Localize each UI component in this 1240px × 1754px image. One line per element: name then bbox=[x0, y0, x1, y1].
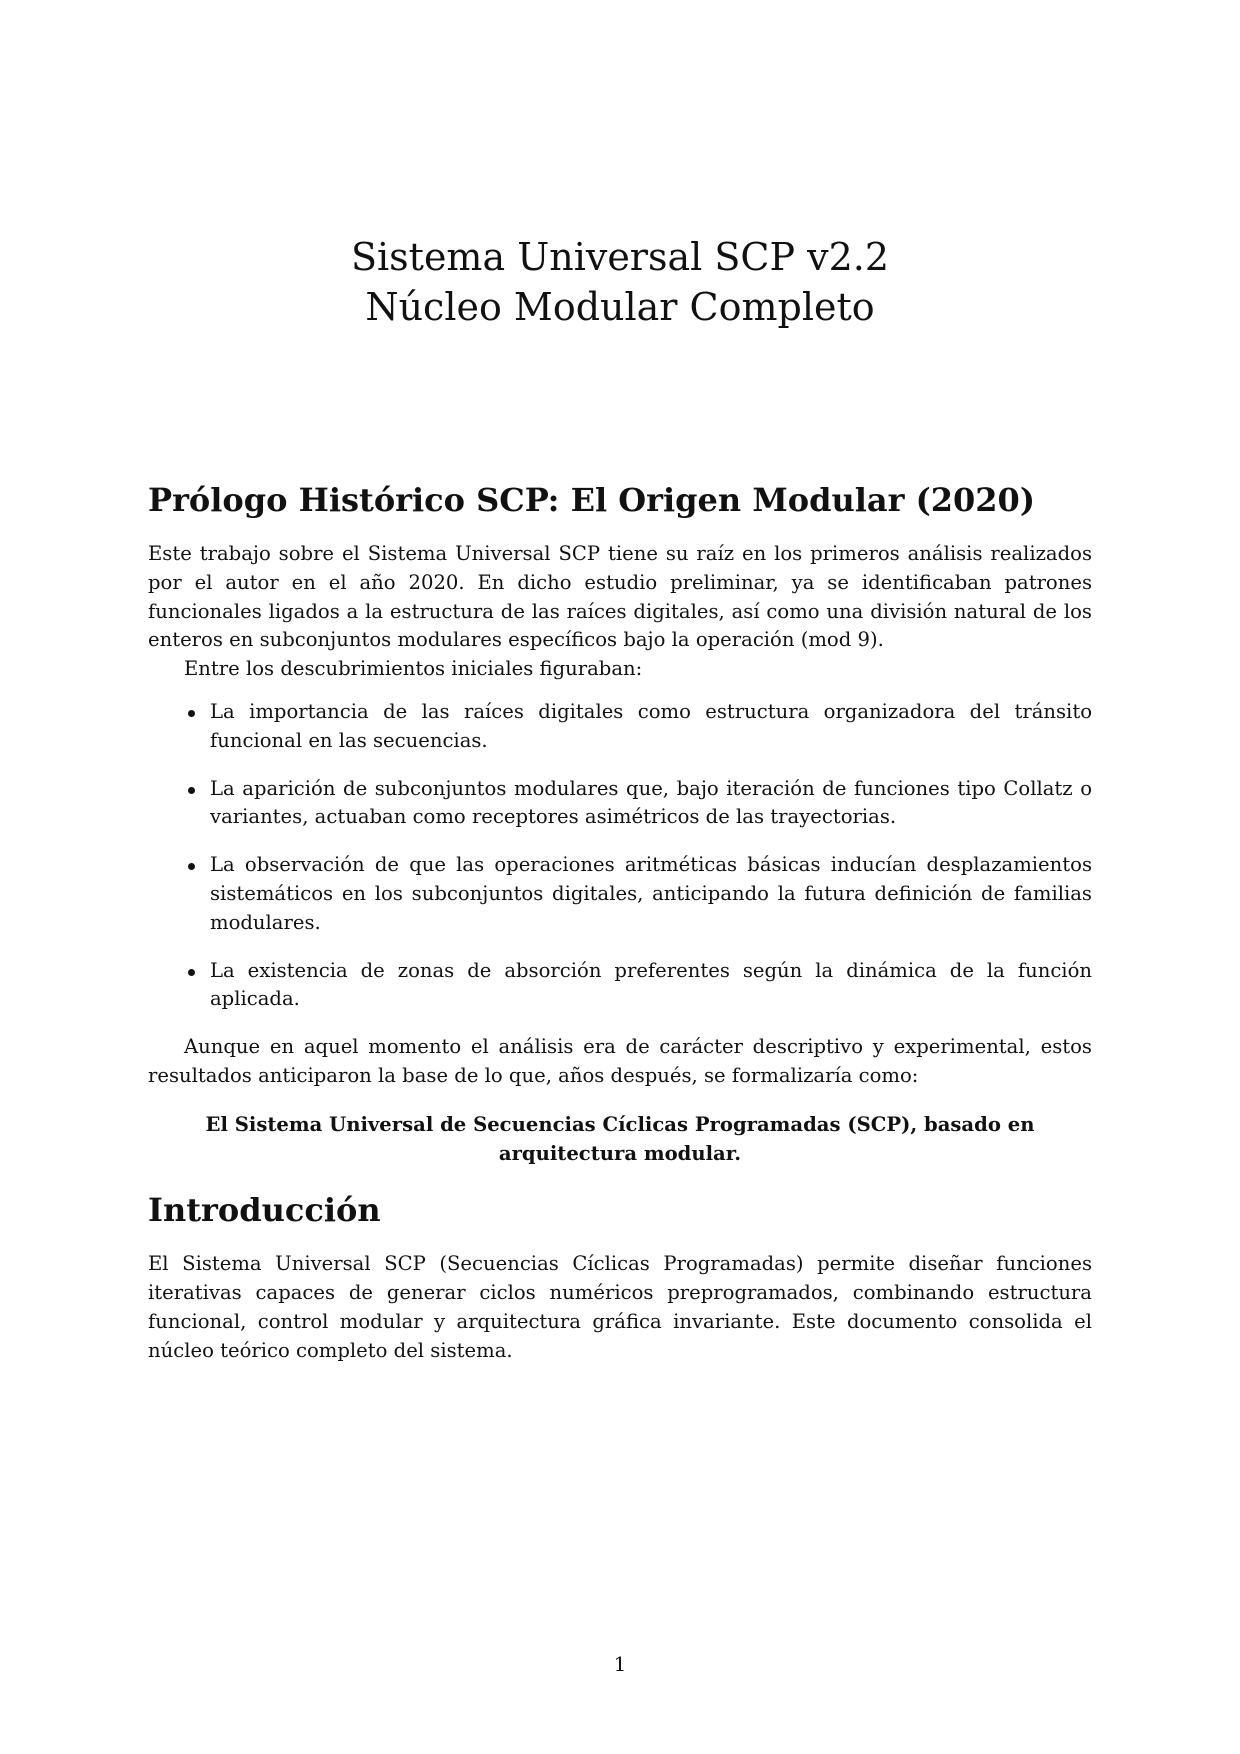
list-item bbox=[148, 957, 1092, 1015]
list-item-text: La observación de que las operaciones aritméticas básicas inducían desplazamientos sistemáticos en los subconjuntos digitales, anticipando la futura definición de familias modulares. bbox=[210, 853, 1092, 934]
title-line-1: Sistema Universal SCP v2.2 bbox=[350, 235, 890, 279]
prologue-paragraph-3: Aunque en aquel momento el análisis era de carácter descriptivo y experimental, estos resultados anticiparon la base de lo que, años después, se formalizaría como: bbox=[148, 1035, 1092, 1087]
highlighted-statement: El Sistema Universal de Secuencias Cíclicas Programadas (SCP), basado en arquitectura modular. bbox=[205, 1112, 1035, 1165]
page-number: 1 bbox=[613, 1652, 627, 1676]
document-title bbox=[0, 232, 1240, 332]
list-item-text: La existencia de zonas de absorción preferentes según la dinámica de la función aplicada. bbox=[210, 958, 1092, 1011]
bullet-icon bbox=[188, 863, 195, 870]
prologue-section bbox=[148, 480, 1092, 1168]
bullet-icon bbox=[188, 787, 195, 794]
introduction-paragraph: El Sistema Universal SCP (Secuencias Cíclicas Programadas) permite diseñar funciones iterativas capaces de generar ciclos numéricos preprogramados, combinando estructura funcional, control modular y arquitectura gráfica invariante. Este documento consolida el núcleo teórico completo del sistema. bbox=[148, 1252, 1092, 1362]
bullet-icon bbox=[188, 710, 195, 717]
discoveries-list bbox=[148, 698, 1092, 1014]
prologue-paragraph-2: Entre los descubrimientos iniciales figuraban: bbox=[184, 657, 643, 681]
prologue-heading: Prólogo Histórico SCP: El Origen Modular (2020) bbox=[148, 481, 1035, 519]
title-line-2: Núcleo Modular Completo bbox=[365, 285, 875, 329]
prologue-paragraph-1: Este trabajo sobre el Sistema Universal SCP tiene su raíz en los primeros análisis realizados por el autor en el año 2020. En dicho estudio preliminar, ya se identificaban patrones funcionales ligados a la estructura de las raíces digitales, así como una división natural de los enteros en subconjuntos modulares específicos bajo la operación (mod 9). bbox=[148, 542, 1092, 652]
list-item bbox=[148, 851, 1092, 937]
list-item bbox=[148, 698, 1092, 756]
list-item bbox=[148, 775, 1092, 833]
list-item-text: La aparición de subconjuntos modulares que, bajo iteración de funciones tipo Collatz o variantes, actuaban como receptores asimétricos de las trayectorias. bbox=[210, 776, 1092, 829]
introduction-heading: Introducción bbox=[148, 1191, 381, 1230]
bullet-icon bbox=[188, 969, 195, 976]
list-item-text: La importancia de las raíces digitales como estructura organizadora del tránsito funcional en las secuencias. bbox=[210, 699, 1092, 752]
main-content bbox=[148, 480, 1092, 1366]
introduction-section bbox=[148, 1190, 1092, 1365]
